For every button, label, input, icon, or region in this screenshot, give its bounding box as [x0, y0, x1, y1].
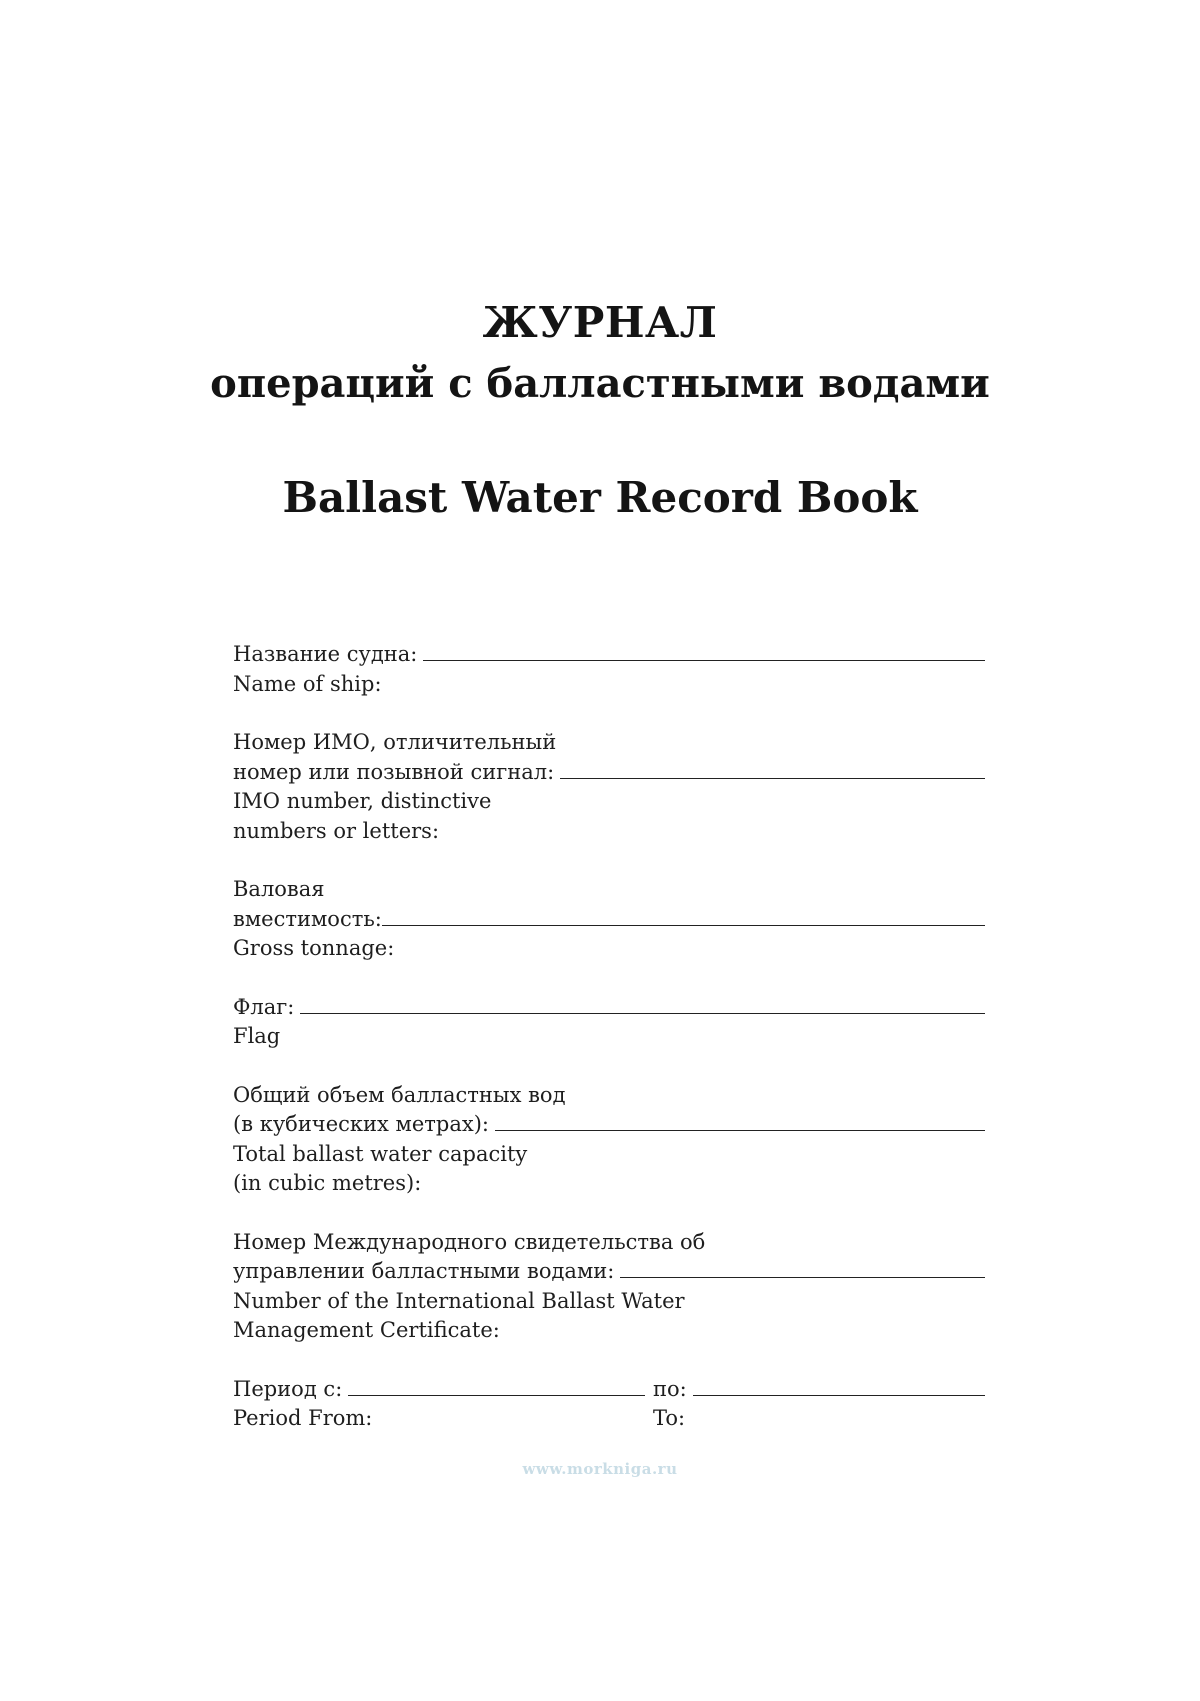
imo-number-field	[233, 728, 993, 846]
imo-blank-line[interactable]	[560, 758, 985, 779]
imo-label-en-line1: IMO number, distinctive	[233, 789, 492, 813]
capacity-label-ru-line2: (в кубических метрах):	[233, 1112, 489, 1136]
ballast-capacity-field	[233, 1081, 993, 1199]
certificate-number-field	[233, 1228, 993, 1346]
imo-label-ru-line2: номер или позывной сигнал:	[233, 759, 555, 784]
flag-label-en: Flag	[233, 1024, 281, 1048]
flag-label-ru: Флаг:	[233, 994, 295, 1019]
flag-blank-line[interactable]	[300, 993, 985, 1014]
gross-tonnage-field	[233, 875, 993, 964]
certificate-blank-line[interactable]	[620, 1257, 985, 1278]
watermark: www.morkniga.ru	[522, 1460, 678, 1478]
gross-label-en: Gross tonnage:	[233, 936, 395, 960]
title-russian-line2: операций с балластными водами	[210, 360, 990, 407]
ship-name-label-ru: Название судна:	[233, 642, 418, 666]
certificate-label-ru-line1: Номер Международного свидетельства об	[233, 1229, 706, 1254]
title-english: Ballast Water Record Book	[282, 473, 918, 522]
capacity-blank-line[interactable]	[495, 1110, 985, 1131]
period-to-label-ru: по:	[653, 1376, 687, 1401]
capacity-label-en-line1: Total ballast water capacity	[233, 1141, 528, 1166]
ship-name-blank-line[interactable]	[423, 640, 985, 661]
capacity-label-ru-line1: Общий объем балластных вод	[233, 1082, 566, 1107]
title-russian-line1: ЖУРНАЛ	[482, 298, 718, 347]
flag-field	[233, 993, 993, 1052]
ship-details-form	[233, 640, 993, 1434]
certificate-label-en-line2: Management Certificate:	[233, 1318, 500, 1342]
period-from-label-ru: Период с:	[233, 1376, 343, 1401]
ship-name-label-en: Name of ship:	[233, 671, 382, 696]
gross-label-ru-line2: вместимость:	[233, 906, 382, 931]
imo-label-ru-line1: Номер ИМО, отличительный	[233, 730, 557, 754]
period-to-blank-line[interactable]	[693, 1375, 985, 1396]
imo-label-en-line2: numbers or letters:	[233, 818, 440, 843]
certificate-label-ru-line2: управлении балластными водами:	[233, 1259, 615, 1283]
period-from-blank-line[interactable]	[348, 1375, 645, 1396]
gross-tonnage-blank-line[interactable]	[382, 905, 985, 926]
period-from-label-en: Period From:	[233, 1406, 373, 1430]
period-field	[233, 1375, 993, 1434]
period-to-label-en: To:	[653, 1406, 686, 1430]
capacity-label-en-line2: (in cubic metres):	[233, 1171, 422, 1195]
gross-label-ru-line1: Валовая	[233, 877, 325, 901]
ship-name-field	[233, 640, 993, 699]
certificate-label-en-line1: Number of the International Ballast Water	[233, 1288, 685, 1313]
